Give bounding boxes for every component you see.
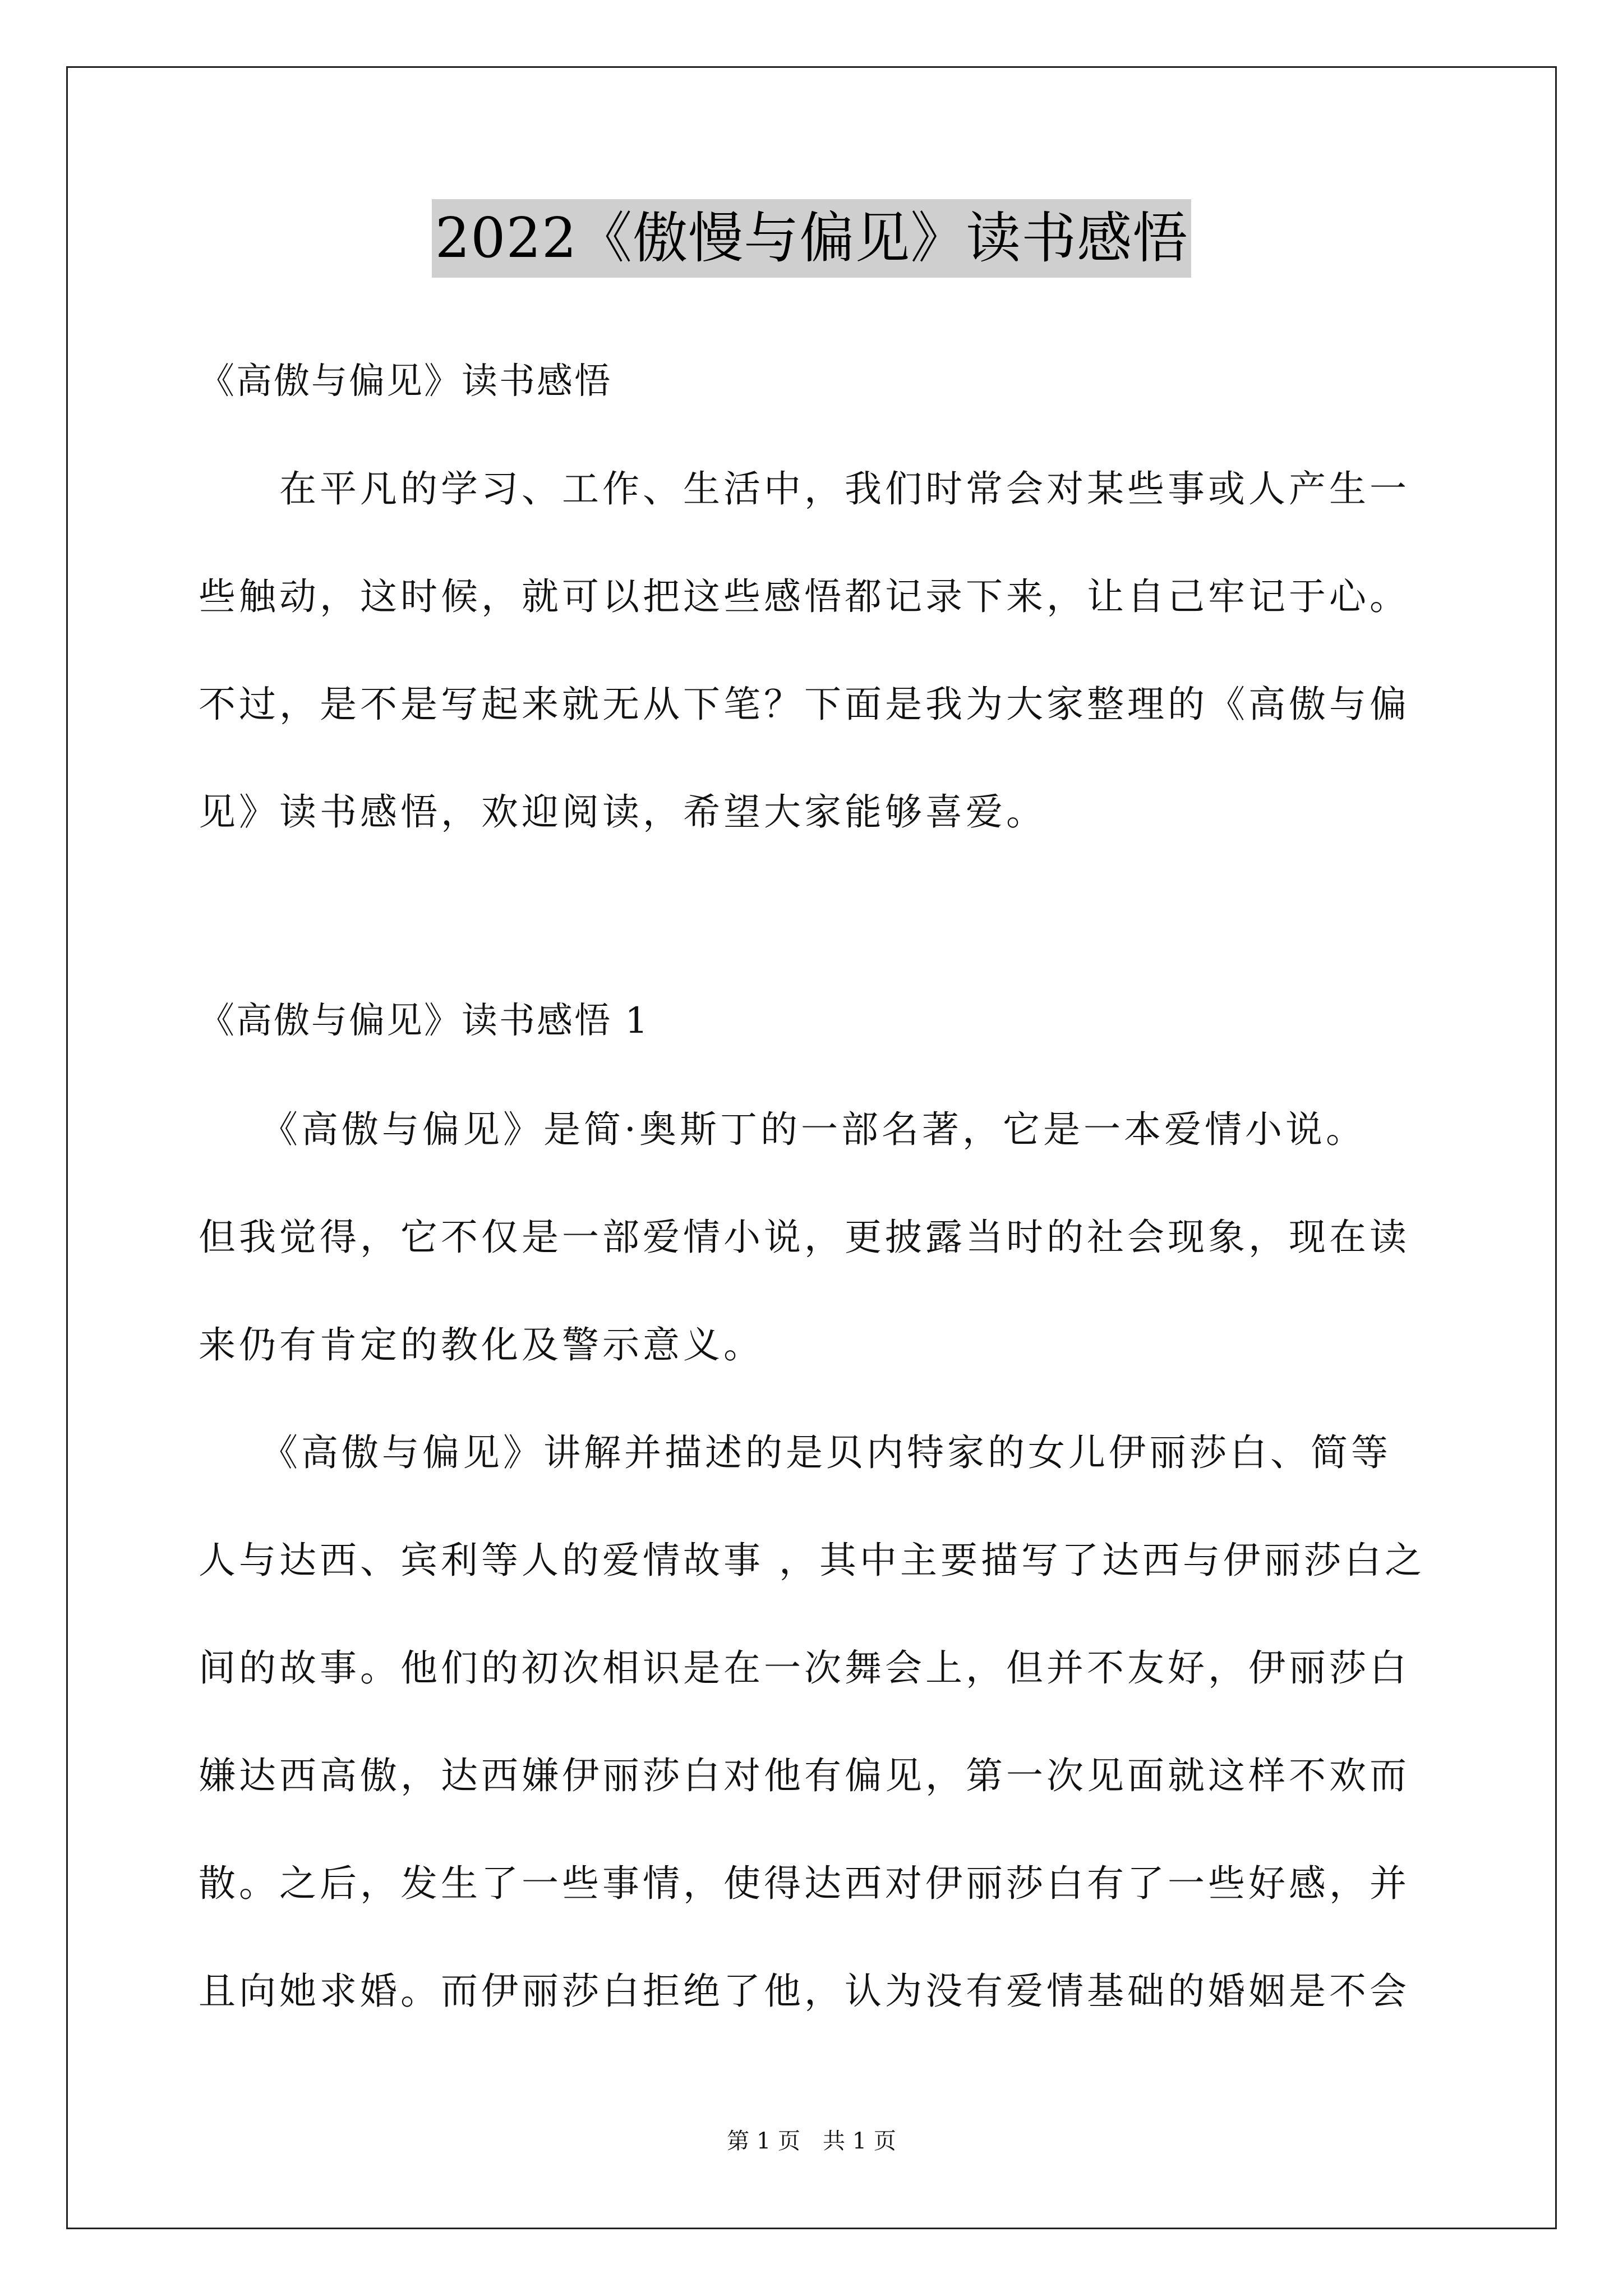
- body-line: 人与达西、宾利等人的爱情故事 ，其中主要描写了达西与伊丽莎白之: [199, 1539, 1425, 1582]
- intro-line: 见》读书感悟，欢迎阅读，希望大家能够喜爱。: [199, 790, 1046, 834]
- body-line: 间的故事。他们的初次相识是在一次舞会上，但并不友好，伊丽莎白: [199, 1646, 1410, 1690]
- subtitle: 《高傲与偏见》读书感悟: [199, 361, 612, 402]
- body-line: 《高傲与偏见》讲解并描述的是贝内特家的女儿伊丽莎白、简等: [199, 1431, 1391, 1474]
- body-line: 《高傲与偏见》是简·奥斯丁的一部名著，它是一本爱情小说。: [199, 1108, 1366, 1151]
- body-line: 但我觉得，它不仅是一部爱情小说，更披露当时的社会现象，现在读: [199, 1216, 1410, 1259]
- title-container: [0, 199, 1623, 278]
- page-footer: 第 1 页 共 1 页: [727, 2128, 896, 2154]
- body-line: 散。之后，发生了一些事情，使得达西对伊丽莎白有了一些好感，并: [199, 1862, 1410, 1905]
- intro-line: 不过，是不是写起来就无从下笔？下面是我为大家整理的《高傲与偏: [199, 683, 1410, 726]
- body-line: 来仍有肯定的教化及警示意义。: [199, 1323, 764, 1366]
- intro-line: 些触动，这时候，就可以把这些感悟都记录下来，让自己牢记于心。: [199, 575, 1410, 618]
- section-heading: 《高傲与偏见》读书感悟 1: [199, 1000, 650, 1042]
- body-line: 且向她求婚。而伊丽莎白拒绝了他，认为没有爱情基础的婚姻是不会: [199, 1970, 1410, 2013]
- document-title: 2022《傲慢与偏见》读书感悟: [432, 199, 1191, 278]
- body-line: 嫌达西高傲，达西嫌伊丽莎白对他有偏见，第一次见面就这样不欢而: [199, 1754, 1410, 1797]
- intro-line: 在平凡的学习、工作、生活中，我们时常会对某些事或人产生一: [199, 467, 1410, 510]
